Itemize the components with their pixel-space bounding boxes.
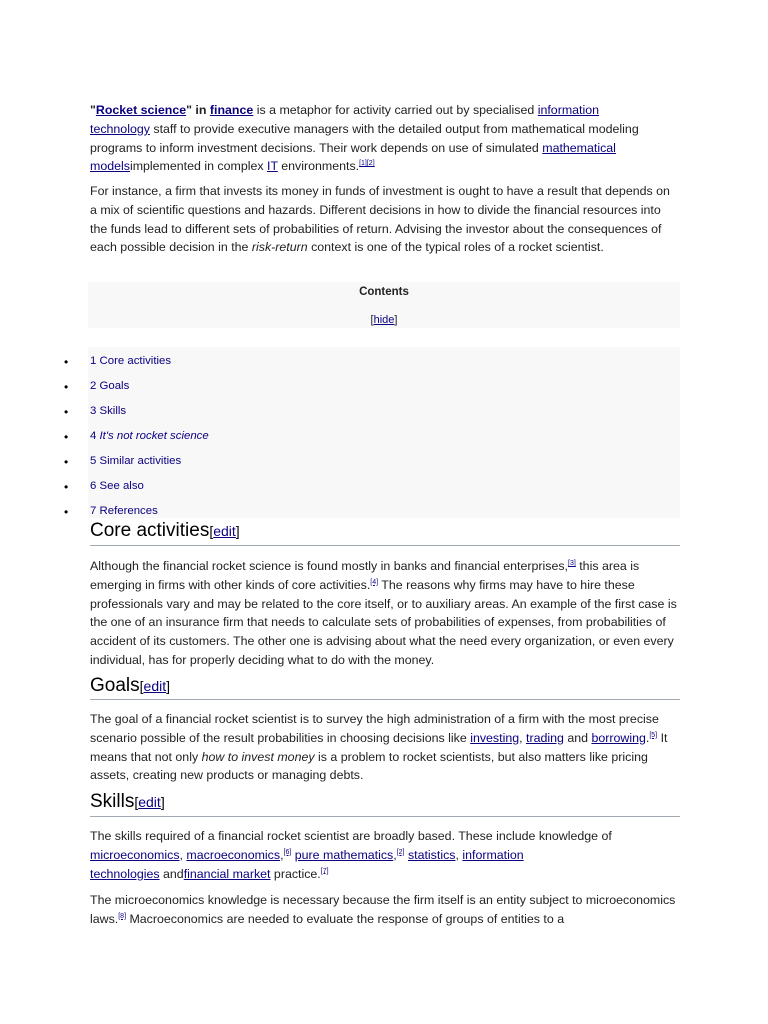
para2-text-1: For instance, a firm that invests its money in funds of investment is ought to have a result that depends on a mix of scientific questions and hazards. Different decisions in how to divide the financial resources into the funds lead to different sets of probabilities of return. Advising the investor about the consequences of each possible decision in the xyxy=(90,184,670,255)
intro-bold-quote-open: " xyxy=(90,103,96,117)
heading-divider xyxy=(90,545,680,546)
information-technology-link[interactable]: information technology xyxy=(90,103,600,136)
ref-6-link[interactable]: [6] xyxy=(283,848,292,856)
toc-item-similar-activities[interactable]: 5 Similar activities xyxy=(90,455,182,467)
toc-hide-control: [hide] xyxy=(370,314,398,326)
toc-item-see-also[interactable]: 6 See also xyxy=(90,480,144,492)
toc-bullet: • xyxy=(64,455,69,469)
toc-hide-link[interactable]: hide xyxy=(373,314,395,326)
toc-header xyxy=(88,282,680,328)
rocket-science-link[interactable]: Rocket science xyxy=(95,103,187,117)
toc-item-core-activities[interactable]: 1 Core activities xyxy=(90,355,172,367)
ref-4-link[interactable]: [4] xyxy=(370,578,379,586)
toc-bullet: • xyxy=(64,480,69,494)
toc-bullet: • xyxy=(64,355,69,369)
trading-link[interactable]: trading xyxy=(526,730,564,745)
toc-item-references[interactable]: 7 References xyxy=(90,505,158,517)
heading-core-activities: Core activities[edit] xyxy=(90,520,240,541)
mathematical-models-link[interactable]: mathematical models xyxy=(90,140,616,174)
micro-paragraph: The microeconomics knowledge is necessary because the firm itself is an entity subject to microeconomics laws.[8] Macroeconomics are needed to evaluate the response of groups of entities to a xyxy=(90,893,676,926)
heading-divider xyxy=(90,816,680,817)
toc-item-not-rocket-science[interactable]: 4 It's not rocket science xyxy=(90,430,209,442)
ref-2-link[interactable]: [2] xyxy=(396,848,405,856)
heading-skills: Skills[edit] xyxy=(90,791,165,812)
it-link[interactable]: IT xyxy=(267,159,278,174)
edit-goals-link[interactable]: edit xyxy=(143,678,167,694)
edit-skills-link[interactable]: edit xyxy=(138,794,161,810)
para2-text-2: context is one of the typical roles of a rocket scientist. xyxy=(307,240,604,255)
ref-7-link[interactable]: [7] xyxy=(320,867,329,875)
intro-bold-in: " in xyxy=(186,103,210,117)
information-technologies-link[interactable]: information technologies xyxy=(90,847,524,881)
borrowing-link[interactable]: borrowing xyxy=(591,730,646,745)
ref-8-link[interactable]: [8] xyxy=(118,912,127,920)
finance-link[interactable]: finance xyxy=(209,103,254,117)
intro-paragraph xyxy=(90,101,680,176)
toc-item-goals[interactable]: 2 Goals xyxy=(90,380,130,392)
edit-control: [edit] xyxy=(209,523,240,539)
heading-goals: Goals[edit] xyxy=(90,675,170,696)
goals-paragraph: The goal of a financial rocket scientist is to survey the high administration of a firm with the most precise scenario possible of the result probabilities in choosing decisions like investing, trading and borrowing.[5] It means that not only how to invest money is a problem to rocket scientists, but also matters like pricing assets, creating new products or managing debts. xyxy=(90,712,668,783)
statistics-link[interactable]: statistics xyxy=(407,847,456,862)
toc-bullet: • xyxy=(64,430,69,444)
toc-bullet: • xyxy=(64,380,69,394)
microeconomics-link[interactable]: microeconomics xyxy=(90,847,180,862)
skills-paragraph: The skills required of a financial rocket scientist are broadly based. These include knowledge of microeconomics, macroeconomics,[6] pure mathematics,[2] statistics, information technologies andfinancial market practice.[7] xyxy=(90,829,612,881)
toc-bullet: • xyxy=(64,505,69,519)
intro-text-2: staff to provide executive managers with the detailed output from mathematical modeling programs to inform investment decisions. Their work depends on use of simulated xyxy=(90,121,639,155)
financial-market-link[interactable]: financial market xyxy=(183,866,271,881)
intro-text-1: is a metaphor for activity carried out by specialised xyxy=(253,103,538,117)
pure-mathematics-link[interactable]: pure mathematics xyxy=(294,847,394,862)
ref-5-link[interactable]: [5] xyxy=(649,731,658,739)
toc-bullet: • xyxy=(64,405,69,419)
macroeconomics-link[interactable]: macroeconomics xyxy=(186,847,281,862)
edit-control: [edit] xyxy=(139,678,170,694)
toc-list xyxy=(88,347,680,518)
ref-1-2-link[interactable]: [1][2] xyxy=(359,160,375,168)
edit-core-link[interactable]: edit xyxy=(213,523,236,539)
heading-divider xyxy=(90,699,680,700)
edit-control: [edit] xyxy=(134,794,165,810)
toc-title: Contents xyxy=(359,286,409,298)
intro-text-4: environments. xyxy=(277,159,360,174)
paragraph-2 xyxy=(90,182,680,257)
ref-3-link[interactable]: [3] xyxy=(568,559,576,567)
para2-italic: risk-return xyxy=(251,240,308,255)
toc-item-skills[interactable]: 3 Skills xyxy=(90,405,127,417)
investing-link[interactable]: investing xyxy=(470,730,520,745)
core-paragraph: Although the financial rocket science is found mostly in banks and financial enterprises,[3] this area is emerging in firms with other kinds of core activities.[4] The reasons why firms may have to hire these professionals vary and may be related to the core itself, or to auxiliary areas. An example of the first case is the one of an insurance firm that needs to calculate sets of probabilities of expenses, from probabilities of accident of its customers. The other one is advising about what the need every organization, or even every individual, has for properly deciding what to do with the money. xyxy=(90,559,677,667)
intro-text-3: implemented in complex xyxy=(129,159,268,174)
